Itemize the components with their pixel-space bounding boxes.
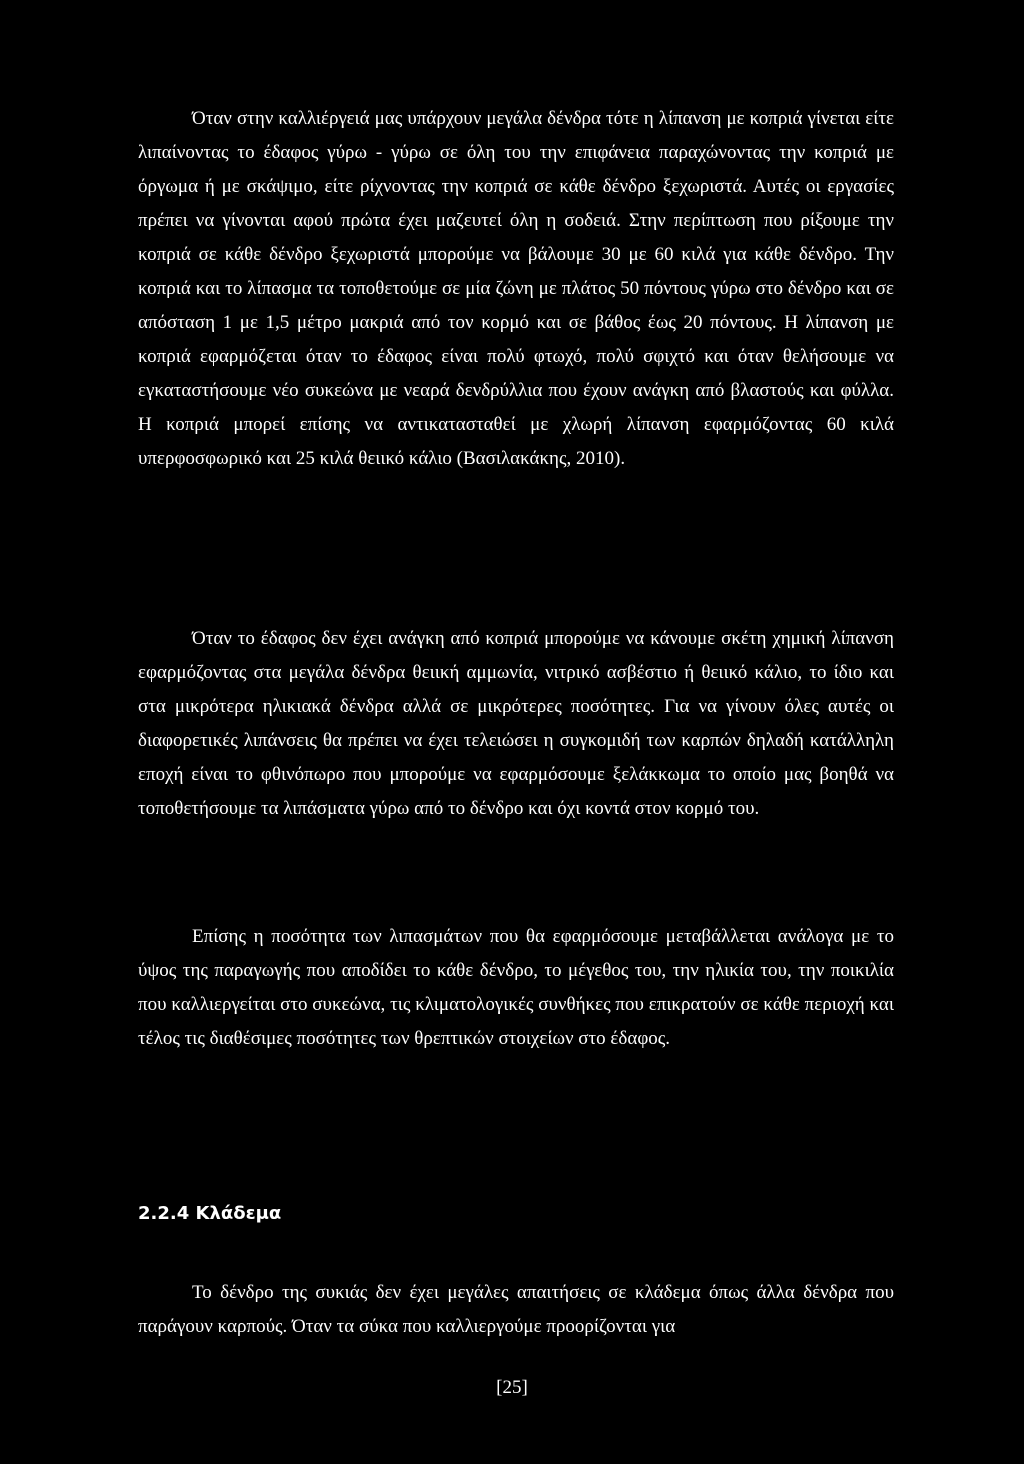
section-heading: 2.2.4 Κλάδεμα [138,1203,282,1224]
body-paragraph-3: Επίσης η ποσότητα των λιπασμάτων που θα εφαρμόσουμε μεταβάλλεται ανάλογα με το ύψος της παραγωγής που αποδίδει το κάθε δένδρο, το μέγεθος του, την ηλικία του, την ποικιλία που καλλιεργείται στο συκεώνα, τις κλιματολογικές συνθήκες που επικρατούν σε κάθε περιοχή και τέλος τις διαθέσιμες ποσότητες των θρεπτικών στοιχείων στο έδαφος. [138,926,894,1049]
body-paragraph-2: Όταν το έδαφος δεν έχει ανάγκη από κοπριά μπορούμε να κάνουμε σκέτη χημική λίπανση εφαρμόζοντας στα μεγάλα δένδρα θειική αμμωνία, νιτρικό ασβέστιο ή θειικό κάλιο, το ίδιο και στα μικρότερα ηλικιακά δένδρα αλλά σε μικρότερες ποσότητες. Για να γίνουν όλες αυτές οι διαφορετικές λιπάνσεις θα πρέπει να έχει τελειώσει η συγκομιδή των καρπών δηλαδή κατάλληλη εποχή είναι το φθινόπωρο που μπορούμε να εφαρμόσουμε ξελάκκωμα το οποίο μας βοηθά να τοποθετήσουμε τα λιπάσματα γύρω από το δένδρο και όχι κοντά στον κορμό του. [138,628,894,819]
page-number: [25] [496,1377,528,1398]
section-paragraph: Το δένδρο της συκιάς δεν έχει μεγάλες απαιτήσεις σε κλάδεμα όπως άλλα δένδρα που παράγουν καρπούς. Όταν τα σύκα που καλλιεργούμε προορίζονται για [138,1282,894,1337]
body-paragraph-1: Όταν στην καλλιέργειά μας υπάρχουν μεγάλα δένδρα τότε η λίπανση με κοπριά γίνεται είτε λιπαίνοντας το έδαφος γύρω - γύρω σε όλη του την επιφάνεια παραχώνοντας την κοπριά με όργωμα ή με σκάψιμο, είτε ρίχνοντας την κοπριά σε κάθε δένδρο ξεχωριστά. Αυτές οι εργασίες πρέπει να γίνονται αφού πρώτα έχει μαζευτεί όλη η σοδειά. Στην περίπτωση που ρίξουμε την κοπριά σε κάθε δένδρο ξεχωριστά μπορούμε να βάλουμε 30 με 60 κιλά για κάθε δένδρο. Την κοπριά και το λίπασμα τα τοποθετούμε σε μία ζώνη με πλάτος 50 πόντους γύρω στο δένδρο και σε απόσταση 1 με 1,5 μέτρο μακριά από τον κορμό και σε βάθος έως 20 πόντους. Η λίπανση με κοπριά εφαρμόζεται όταν το έδαφος είναι πολύ φτωχό, πολύ σφιχτό και όταν θελήσουμε να εγκαταστήσουμε νέο συκεώνα με νεαρά δενδρύλλια που έχουν ανάγκη από βλαστούς και φύλλα. Η κοπριά μπορεί επίσης να αντικατασταθεί με χλωρή λίπανση εφαρμόζοντας 60 κιλά υπερφοσφωρικό και 25 κιλά θειικό κάλιο (Βασιλακάκης, 2010). [138,108,894,469]
